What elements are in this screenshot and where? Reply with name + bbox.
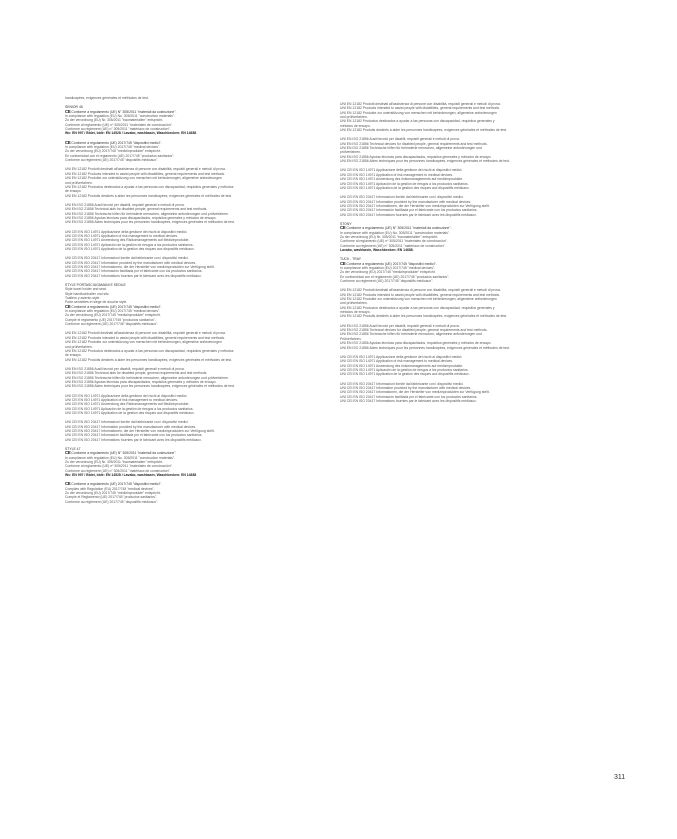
line-text: Toallero y asiento style. (65, 296, 101, 301)
page-number: 311 (614, 774, 626, 781)
text-line (340, 128, 635, 132)
text-line (65, 247, 355, 251)
line-text: Conforme al reglamento (UE) nº 305/2011 "materiales de construcción". (65, 464, 173, 469)
line-text: UNI CEI EN ISO 14971 Applicazione della gestione dei rischi ai dispositivi medici. (340, 168, 463, 173)
line-text: UNI EN ISO 21856 Ayudas técnicas para discapacitados, requisitos generales y métodos de ensayo. (65, 215, 217, 220)
line-text: de ensayo. (65, 353, 82, 358)
line-text: Style handtuchhalter und sitz. (65, 291, 110, 296)
text-block (340, 382, 635, 404)
line-text: UNI EN 12182 Produkte zur unterstützung von menschen mit behinderungen, allgemeine anforderungen (340, 297, 497, 302)
line-text: UNI EN ISO 21856 Technische hilfen für behinderte menschen, allgemeine anforderungen und (340, 332, 482, 337)
text-line (65, 194, 355, 198)
text-block (65, 167, 355, 197)
line-text: TUCK - TRAY (340, 257, 361, 262)
line-text: UNI CEI EN ISO 20417 Informationen, die der Hersteller von medizinprodukten zur Verfügung stellt. (340, 390, 490, 395)
line-text: UNI EN 12182 Produits destinés à aider les personnes handicapées, exigences générales et méthodes de test. (65, 193, 232, 198)
text-block (65, 105, 355, 135)
text-block (340, 168, 635, 190)
text-line (340, 159, 635, 163)
line-text: STYLE 47 (65, 447, 81, 452)
line-text: Lavabo, washbasin, Waschbecken: EN 14688. (340, 247, 414, 252)
line-text: UNI EN ISO 21856 Ausili tecnici per disabili, requisiti generali e metodi di prova. (340, 137, 460, 142)
line-text: Cumple el Reglamento (UE) 2017/745 "productos sanitarios". (65, 495, 158, 500)
line-text: Conforme au règlement (UE) 2017/745 "dispositifs médicaux". (65, 158, 159, 163)
line-text: Zu der verordnung (EU) 2017/745 "medizinprodukte" entspricht. (65, 149, 161, 154)
text-line (340, 186, 635, 190)
text-block (340, 222, 635, 252)
line-text: UNI CEI EN ISO 14971 Application de la gestion des risques aux dispositifs médicaux. (340, 372, 470, 377)
line-text: UNI CEI EN ISO 14971 Applicazione della gestione dei rischi ai dispositivi medici. (65, 393, 188, 398)
line-text: UNI CEI EN ISO 14971 Application de la gestion des risques aux dispositifs médicaux. (340, 185, 470, 190)
line-text: UNI EN ISO 21856 Aides techniques pour les personnes handicapées, exigences générales et méthodes de test. (65, 220, 235, 225)
line-text: UNI EN 12182 Productos destinados a ayudar a las personas con discapacidad, requisitos generales y métodos (65, 348, 234, 353)
text-line (65, 96, 355, 100)
line-text: Zu der verordnung (EU) 2017/745 "medizinprodukte" entspricht. (65, 313, 161, 318)
ce-mark-icon: CE (65, 451, 71, 456)
line-text: Conforme a regolamento (UE) 2017/745 "dispositivi medici". (71, 304, 162, 309)
text-block (65, 447, 355, 477)
line-text: UNI EN ISO 21856 Ayudas técnicas para discapacitados, requisitos generales y métodos de ensayo. (340, 341, 492, 346)
line-text: UNI EN 12182 Products intended to assist people with disabilities, general requirements and test methods. (340, 106, 501, 111)
line-text: UNI EN 12182 Produits destinés à aider les personnes handicapées, exigences générales et méthodes de test. (340, 128, 507, 133)
line-text: Conforme a regolamento (UE) N° 305/2011 "materiali da costruzione". (346, 226, 452, 231)
line-text: UNI CEI EN ISO 14971 Anwendung des risikomanagements auf medizinprodukte. (340, 177, 464, 182)
text-line (65, 220, 355, 224)
text-line (65, 358, 355, 362)
line-text: UNI CEI EN ISO 14971 Applicazione della gestione dei rischi ai dispositivi medici. (65, 229, 188, 234)
line-text: und prüfverfahren. (65, 180, 93, 185)
text-line (340, 314, 635, 318)
line-text: de ensayo. (65, 189, 82, 194)
line-text: UNI CEI EN ISO 20417 Informationen, die der Hersteller von medizinprodukten zur Verfügung stellt. (340, 203, 490, 208)
line-text: Conforme au règlement (UE) 2017/745 "dispositifs médicaux". (65, 322, 159, 327)
right-column (340, 102, 635, 408)
line-text: UNI CEI EN ISO 20417 Informations fournies par le fabricant avec les dispositifs médicaux. (340, 212, 477, 217)
text-line (65, 500, 355, 504)
line-text: UNI CEI EN ISO 14971 Aplicación de la gestión de riesgos a los productos sanitarios. (65, 242, 194, 247)
line-text: UNI EN 12182 Productos destinados a ayudar a las personas con discapacidad, requisitos generales y (340, 119, 495, 124)
line-text: UNI EN 12182 Produkte zur unterstützung von menschen mit behinderungen, allgemeine anforderungen (340, 110, 497, 115)
line-text: In compliance with regulation (EU) No. 305/2011 "construction materials". (65, 114, 175, 119)
line-text: In compliance with regulation (EU) No. 305/2011 "construction materials". (65, 455, 175, 460)
line-text: UNI CEI EN ISO 20417 Information provided by the manufacturer with medical devices. (65, 424, 197, 429)
line-text: UNI EN 12182 Products intended to assist people with disabilities, general requirements and test methods. (65, 335, 226, 340)
line-text: UNI EN 12182 Prodotti destinati all'assistenza di persone con disabilità, requisiti generali e metodi di prova. (340, 102, 501, 106)
text-block (340, 355, 635, 377)
line-text: In compliance with regulation (EU) 2017/745 "medical devices". (65, 145, 161, 150)
line-text: En conformidad con el reglamento (UE) 2017/745 "productos sanitarios". (340, 274, 450, 279)
text-block (65, 420, 355, 442)
line-text: métodos de ensayo. (340, 310, 371, 315)
line-text: UNI EN ISO 21856 Technical aids for disabled people, general requirements and test methods. (65, 207, 208, 212)
line-text: Conforme au règlement (UE) 2017/745 "dispositifs médicaux". (340, 279, 434, 284)
line-text: UNI EN 12182 Products intended to assist people with disabilities, general requirements and test methods. (65, 171, 226, 176)
line-text: Conforme au règlement (UE) n° 305/2011 "matériaux de construction". (65, 468, 171, 473)
left-column (65, 96, 355, 509)
text-block (340, 137, 635, 163)
text-line (340, 372, 635, 376)
line-text: UNI EN ISO 21856 Ausili tecnici per disabili, requisiti generali e metodi di prova. (65, 202, 185, 207)
text-line (65, 274, 355, 278)
line-text: Conforme a regolamento (UE) 2017/745 "dispositivi medici". (71, 140, 162, 145)
text-line (340, 399, 635, 403)
line-text: UNI EN ISO 21856 Ayudas técnicas para discapacitados, requisitos generales y métodos de ensayo. (65, 379, 217, 384)
line-text: UNI EN 12182 Produits destinés à aider les personnes handicapées, exigences générales et méthodes de test. (65, 357, 232, 362)
line-text: UNI CEI EN ISO 14971 Application of risk management to medical devices. (65, 233, 179, 238)
text-block (65, 203, 355, 225)
line-text: UNI EN ISO 21856 Aides techniques pour les personnes handicapées, exigences générales et méthodes de test. (340, 159, 510, 164)
line-text: UNI CEI EN ISO 20417 Información facilitada por el fabricante con los productos sanitarios. (65, 269, 203, 274)
text-block (340, 102, 635, 132)
line-text: und prüfverfahren. (340, 301, 368, 306)
line-text: UNI CEI EN ISO 20417 Informationen, die der Hersteller von medizinprodukten zur Verfügung stellt. (65, 429, 215, 433)
line-text: UNI EN 12182 Prodotti destinati all'assistenza di persone con disabilità, requisiti generali e metodi di prova. (65, 331, 226, 336)
line-text: UNI CEI EN ISO 14971 Aplicación de la gestión de riesgos a los productos sanitarios. (65, 406, 194, 411)
line-text: UNI CEI EN ISO 20417 Informationen, die der Hersteller von medizinprodukten zur Verfügung stellt. (65, 265, 215, 269)
line-text: Conforme a regolamento (UE) 2017/745 "dispositivi medici". (71, 482, 162, 487)
line-text: SENIOR 46 (65, 105, 83, 110)
line-text: UNI CEI EN ISO 20417 Informazioni fornite dal fabbricante con i dispositivi medici. (340, 195, 464, 200)
line-text: Conforme au règlement (UE) n° 305/2011 "matériaux de construction". (65, 127, 171, 132)
line-text: métodos de ensayo. (340, 123, 371, 128)
line-text: UNI EN 12182 Products intended to assist people with disabilities, general requirements and test methods. (340, 292, 501, 297)
line-text: UNI CEI EN ISO 20417 Informazioni fornite dal fabbricante con i dispositivi medici. (65, 420, 189, 425)
line-text: Zu der verordnung (EU) Nr. 305/2011 "baumaterialien" entspricht. (65, 460, 164, 465)
text-block (65, 331, 355, 361)
line-text: UNI CEI EN ISO 14971 Application of risk management to medical devices. (65, 397, 179, 402)
text-block (65, 256, 355, 278)
line-text: UNI CEI EN ISO 20417 Informazioni fornite dal fabbricante con i dispositivi medici. (340, 381, 464, 386)
line-text: STONY (340, 221, 352, 226)
line-text: Conforme a regolamento (UE) N° 305/2011 "materiali da costruzione". (71, 109, 177, 114)
line-text: und prüfverfahren. (340, 115, 368, 120)
line-text: In compliance with regulation (EU) No. 305/2011 "construction materials". (340, 230, 450, 235)
line-text: UNI EN ISO 21856 Aides techniques pour les personnes handicapées, exigences générales et méthodes de test. (340, 345, 510, 350)
line-text: UNI EN ISO 21856 Technische hilfen für behinderte menschen, allgemeine anforderungen und prüfverfahren. (65, 375, 229, 380)
line-text: UNI CEI EN ISO 14971 Application de la gestion des risques aux dispositifs médicaux. (65, 410, 195, 415)
line-text: In compliance with regulation (EU) 2017/745 "medical devices". (340, 266, 436, 270)
line-text: UNI EN ISO 21856 Ayudas técnicas para discapacitados, requisitos generales y métodos de ensayo. (340, 154, 492, 159)
line-text: UNI CEI EN ISO 20417 Información facilitada por el fabricante con los productos sanitarios. (340, 394, 478, 399)
line-text: UNI EN 12182 Prodotti destinati all'assistenza di persone con disabilità, requisiti generali e metodi di prova. (340, 288, 501, 293)
line-text: Conforme al reglamento (UE) nº 305/2011 "materiales de construcción". (65, 122, 173, 127)
text-block (340, 195, 635, 217)
line-text: STYLE PORTASCIUGAMANI E SEDILE (65, 283, 126, 288)
text-line (340, 346, 635, 350)
line-text: UNI CEI EN ISO 14971 Application de la gestion des risques aux dispositifs médicaux. (65, 246, 195, 251)
line-text: UNI EN ISO 21856 Technical devices for disabled people, general requirements and test methods. (340, 141, 488, 146)
text-line (65, 473, 355, 477)
line-text: UNI CEI EN ISO 20417 Informations fournies par le fabricant avec les dispositifs médicaux. (65, 437, 202, 442)
line-text: UNI CEI EN ISO 20417 Informations fournies par le fabricant avec les dispositifs médicaux. (340, 398, 477, 403)
line-text: prüfverfahren. (340, 150, 362, 155)
line-text: Wc: EN 997 / Bidet, bidé: EN 14528 / Lavabo, washbasin, Waschbecken: EN 14688 (65, 473, 197, 478)
line-text: UNI EN ISO 21856 Technical devices for disabled people, general requirements and test methods. (340, 328, 488, 333)
line-text: Wc: EN 997 / Bidet, bidé: EN 14528 / Lavabo, washbasin, Waschbecken: EN 14688 (65, 131, 197, 136)
line-text: UNI CEI EN ISO 14971 Application of risk management to medical devices. (340, 359, 454, 364)
text-line (65, 158, 355, 162)
line-text: Zu der verordnung (EU) Nr. 305/2011 "baumaterialien" entspricht. (340, 234, 439, 239)
line-text: UNI CEI EN ISO 20417 Informazioni fornite dal fabbricante con i dispositivi medici. (65, 256, 189, 261)
text-block (340, 288, 635, 318)
text-line (65, 438, 355, 442)
line-text: Zu der verordnung (EU) 2017/745 "medizinprodukte" entspricht. (340, 270, 436, 275)
line-text: UNI CEI EN ISO 14971 Aplicación de la gestión de riesgos a los productos sanitarios. (340, 181, 469, 186)
line-text: UNI EN ISO 21856 Aides techniques pour les personnes handicapées, exigences générales et méthodes de test. (65, 384, 235, 389)
text-line (340, 213, 635, 217)
text-block (65, 283, 355, 326)
line-text: UNI EN 12182 Productos destinados a ayudar a las personas con discapacidad, requisitos generales y (340, 305, 495, 310)
line-text: Conforme al reglamento (UE) nº 305/2011 "materiales de construcción". (340, 239, 448, 244)
line-text: UNI EN 12182 Produkte zur unterstützung von menschen mit behinderungen, allgemeine anforderungen (65, 176, 222, 181)
line-text: UNI CEI EN ISO 14971 Application of risk management to medical devices. (340, 172, 454, 177)
line-text: UNI EN ISO 21856 Ausili tecnici per disabili, requisiti generali e metodi di prova. (340, 323, 460, 328)
line-text: UNI CEI EN ISO 20417 Information provided by the manufacturer with medical devices. (340, 199, 472, 204)
line-text: Conforme au règlement (UE) n° 305/2011 "matériaux de construction". (340, 243, 446, 248)
line-text: Conforme a regolamento (UE) N° 305/2011 "materiali da costruzione". (71, 451, 177, 456)
text-line (340, 279, 635, 283)
text-block (65, 482, 355, 504)
text-block (65, 141, 355, 163)
line-text: UNI CEI EN ISO 20417 Informations fournies par le fabricant avec les dispositifs médicaux. (65, 273, 202, 278)
line-text: Style towel holder and seat. (65, 287, 107, 292)
text-line (65, 131, 355, 135)
line-text: UNI EN 12182 Produkte zur unterstützung von menschen mit behinderungen, allgemeine anforderungen (65, 340, 222, 345)
line-text: UNI CEI EN ISO 20417 Information provided by the manufacturer with medical devices. (65, 260, 197, 265)
ce-mark-icon: CE (65, 482, 71, 487)
line-text: UNI CEI EN ISO 14971 Anwendung des Risikomanagements auf Medizinprodukte. (65, 402, 190, 407)
line-text: UNI CEI EN ISO 14971 Aplicación de la gestión de riesgos a los productos sanitarios. (340, 367, 469, 372)
text-line (340, 248, 635, 252)
line-text: Conforme au règlement (UE) 2017/745 "dispositifs médicaux". (65, 499, 159, 504)
ce-mark-icon: CE (340, 226, 346, 231)
text-block (65, 96, 355, 100)
text-block (65, 394, 355, 416)
text-block (340, 324, 635, 350)
line-text: UNI EN 12182 Prodotti destinati all'assistenza di persone con disabilità, requisiti generali e metodi di prova. (65, 167, 226, 172)
line-text: UNI CEI EN ISO 14971 Applicazione della gestione dei rischi ai dispositivi medici. (340, 354, 463, 359)
line-text: En conformidad con el reglamento (UE) 2017/745 "productos sanitarios". (65, 153, 175, 158)
line-text: UNI CEI EN ISO 20417 Información facilitada por el fabricante con los productos sanitarios. (65, 433, 203, 438)
line-text: UNI CEI EN ISO 20417 Information provided by the manufacturer with medical devices. (340, 385, 472, 390)
line-text: Porte-serviettes et siège de douche style. (65, 300, 128, 305)
text-line (65, 322, 355, 326)
line-text: In compliance with regulation (EU) 2017/745 "medical devices". (65, 309, 161, 314)
line-text: Prüfverfahren. (340, 336, 362, 341)
ce-mark-icon: CE (340, 261, 346, 266)
text-block (65, 230, 355, 252)
line-text: UNI EN ISO 21856 Technische hilfen für behinderte menschen, allgemeine anforderungen und prüfverfahren. (65, 211, 229, 216)
text-block (340, 257, 635, 283)
text-line (65, 411, 355, 415)
line-text: UNI EN ISO 21856 Technical aids for disabled people, general requirements and test methods. (65, 371, 208, 376)
line-text: UNI EN 12182 Productos destinados a ayudar a las personas con discapacidad, requisitos generales y métodos (65, 184, 234, 189)
line-text: Cumple el reglamento (UE) 2017/745 "productos sanitarios". (65, 317, 156, 322)
line-text: Zu der verordnung (EU) 2017/745 "medizinprodukte" entspricht. (65, 491, 161, 496)
line-text: handicapées, exigences générales et méthodes de test. (65, 96, 149, 100)
line-text: UNI EN ISO 21856 Technische hilfen für behinderte menschen, allgemeine anforderungen und (340, 146, 482, 151)
line-text: und prüfverfahren. (65, 344, 93, 349)
ce-mark-icon: CE (65, 109, 71, 114)
line-text: UNI EN 12182 Produits destinés à aider les personnes handicapées, exigences générales et méthodes de test. (340, 314, 507, 319)
line-text: UNI CEI EN ISO 20417 Información facilitada por el fabricante con los productos sanitarios. (340, 208, 478, 213)
line-text: Conforme a regolamento (UE) 2017/745 "dispositivi medici". (346, 261, 437, 266)
text-block (65, 367, 355, 389)
text-line (65, 384, 355, 388)
ce-mark-icon: CE (65, 304, 71, 309)
line-text: UNI CEI EN ISO 14971 Anwendung des risikomanagements auf medizinprodukte. (340, 363, 464, 368)
line-text: UNI CEI EN ISO 14971 Anwendung des Risikomanagements auf Medizinprodukte. (65, 238, 190, 243)
ce-mark-icon: CE (65, 140, 71, 145)
line-text: Complies with Regulation (EU) 2017/745 "medical devices". (65, 486, 155, 491)
line-text: Zu der verordnung (EU) Nr. 305/2011 "baumaterialien" entspricht. (65, 118, 164, 123)
line-text: UNI EN ISO 21856 Ausili tecnici per disabili, requisiti generali e metodi di prova. (65, 366, 185, 371)
